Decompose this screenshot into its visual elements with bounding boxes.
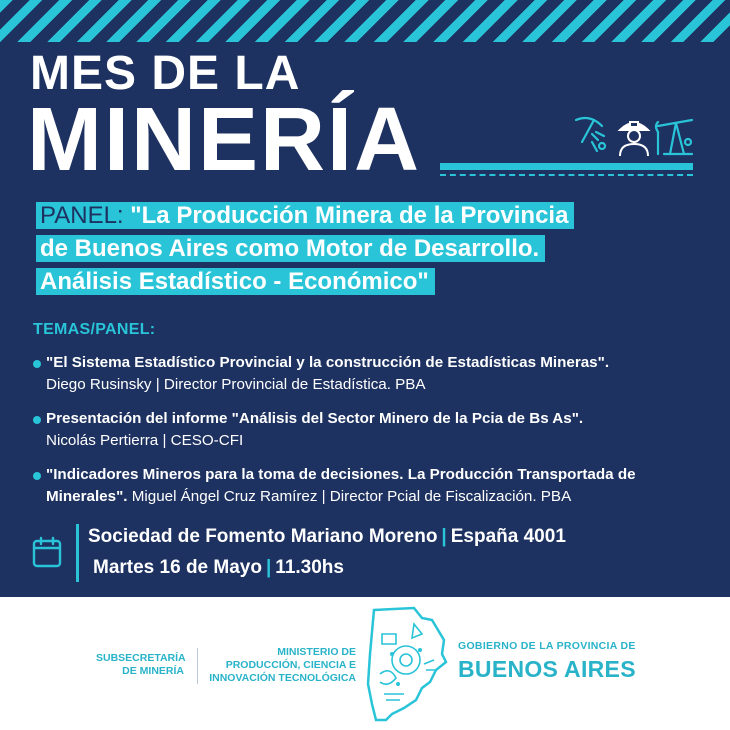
ministerio-logo bbox=[206, 646, 356, 685]
mining-icons bbox=[572, 114, 696, 158]
list-item bbox=[33, 464, 713, 508]
panel-title-line-3: Análisis Estadístico - Económico" bbox=[36, 268, 435, 295]
topic-speaker: Miguel Ángel Cruz Ramírez | Director Pcial de Fiscalización. PBA bbox=[127, 488, 572, 505]
ministerio-line-3: INNOVACIÓN TECNOLÓGICA bbox=[209, 672, 356, 684]
panel-label: PANEL: bbox=[40, 202, 124, 229]
footer-divider bbox=[197, 648, 198, 684]
province-map-logo bbox=[362, 604, 450, 724]
buenos-aires-label: BUENOS AIRES bbox=[458, 656, 636, 682]
event-address: España 4001 bbox=[450, 526, 566, 547]
event-datetime bbox=[93, 557, 344, 579]
event-location bbox=[88, 526, 566, 548]
topic-title: Presentación del informe "Análisis del Sector Minero de la Pcia de Bs As". bbox=[46, 410, 584, 427]
panel-title bbox=[36, 200, 716, 299]
miner-icon bbox=[620, 122, 648, 156]
title-underline bbox=[440, 163, 693, 170]
panel-title-line-2: de Buenos Aires como Motor de Desarrollo. bbox=[36, 235, 545, 262]
title-line-2: MINERÍA bbox=[27, 90, 421, 190]
topic-title: "Indicadores Mineros para la toma de decisiones. La Producción Transportada de Minerales". bbox=[46, 466, 636, 505]
diagonal-stripes bbox=[0, 0, 730, 42]
topics-list bbox=[33, 352, 713, 520]
subsecretaria-line-1: SUBSECRETARÍA bbox=[96, 652, 186, 664]
title-line-1: MES DE LA bbox=[30, 47, 301, 100]
event-date: Martes 16 de Mayo bbox=[93, 557, 262, 578]
pickaxe-icon bbox=[576, 118, 605, 151]
event-time: 11.30hs bbox=[275, 557, 344, 578]
panel-title-line-1: "La Producción Minera de la Provincia bbox=[123, 202, 569, 229]
topic-speaker: Diego Rusinsky | Director Provincial de Estadística. PBA bbox=[46, 376, 426, 393]
oil-pump-icon bbox=[656, 120, 692, 154]
ministerio-line-1: MINISTERIO DE bbox=[277, 646, 356, 658]
event-divider bbox=[76, 524, 79, 582]
separator: | bbox=[265, 557, 272, 578]
list-item bbox=[33, 408, 713, 452]
subsecretaria-logo bbox=[96, 652, 184, 678]
list-item bbox=[33, 352, 713, 396]
title-dashed-underline bbox=[440, 174, 693, 176]
event-venue: Sociedad de Fomento Mariano Moreno bbox=[88, 526, 438, 547]
topic-title: "El Sistema Estadístico Provincial y la construcción de Estadísticas Mineras". bbox=[46, 354, 610, 371]
separator: | bbox=[441, 526, 447, 547]
gobierno-label: GOBIERNO DE LA PROVINCIA DE bbox=[458, 640, 636, 652]
topic-speaker: Nicolás Pertierra | CESO-CFI bbox=[46, 432, 244, 449]
temas-label: TEMAS/PANEL: bbox=[33, 321, 156, 338]
calendar-icon bbox=[32, 536, 62, 568]
ministerio-line-2: PRODUCCIÓN, CIENCIA E bbox=[225, 659, 356, 671]
subsecretaria-line-2: DE MINERÍA bbox=[122, 665, 184, 677]
